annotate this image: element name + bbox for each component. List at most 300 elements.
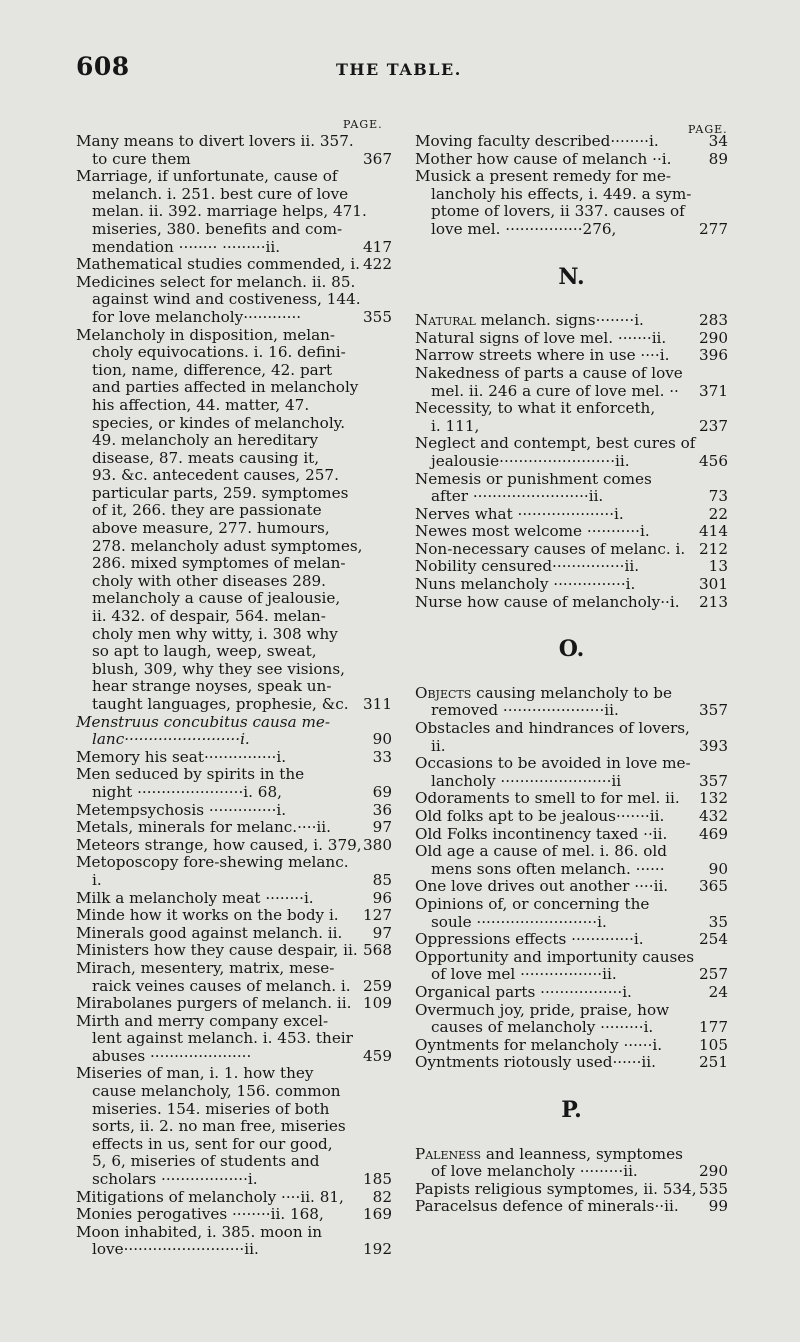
entry-text: Men seduced by spirits in the	[76, 765, 305, 784]
entry-line	[415, 1037, 728, 1055]
entry-text: Memory his seat···············i.	[76, 747, 287, 766]
page-reference: 109	[363, 994, 392, 1013]
index-entry	[415, 685, 728, 720]
entry-line	[415, 383, 728, 401]
page-reference: 393	[699, 736, 728, 755]
entry-text: after ························ii.	[431, 487, 604, 506]
entry-line	[415, 506, 728, 524]
entry-text: Monies perogatives ········ii. 168,	[76, 1205, 324, 1224]
right-page-label: PAGE.	[688, 123, 728, 136]
page-reference: 459	[363, 1046, 392, 1065]
page-reference: 367	[363, 149, 392, 168]
entry-text: Oppressions effects ·············i.	[415, 930, 644, 949]
entry-text: Metoposcopy fore-shewing melanc.	[76, 853, 349, 872]
entry-line	[76, 274, 392, 292]
entry-line	[415, 755, 728, 773]
entry-line	[76, 925, 392, 943]
index-entry	[76, 133, 392, 168]
index-entry	[76, 890, 392, 908]
page-reference: 213	[699, 592, 728, 611]
index-entry	[76, 995, 392, 1013]
index-entry	[415, 541, 728, 559]
page-reference: 432	[699, 807, 728, 825]
entry-text: of love mel ·················ii.	[431, 965, 617, 984]
section-letter: O.	[558, 636, 585, 663]
entry-text: abuses ·····················	[92, 1046, 252, 1065]
entry-text: species, or kindes of melancholy.	[92, 413, 346, 432]
entry-text: Milk a melancholy meat ········i.	[76, 888, 314, 907]
entry-line	[76, 379, 392, 397]
index-entry	[76, 907, 392, 925]
entry-text: Mitigations of melancholy ····ii. 81,	[76, 1187, 344, 1206]
entry-text: Ministers how they cause despair, ii.	[76, 941, 358, 960]
entry-line	[76, 168, 392, 186]
index-entry	[415, 1054, 728, 1072]
left-page-label: PAGE.	[343, 118, 383, 131]
section-letter: P.	[561, 1096, 582, 1123]
page-reference: 33	[372, 747, 392, 766]
index-entry	[415, 312, 728, 330]
index-entry	[76, 327, 392, 714]
entry-line	[76, 1118, 392, 1136]
index-entry	[415, 168, 728, 238]
page-reference: 568	[363, 941, 392, 960]
entry-text: Odoraments to smell to for mel. ii.	[415, 789, 680, 808]
entry-text: Medicines select for melanch. ii. 85.	[76, 272, 356, 291]
left-index-column	[76, 133, 392, 1259]
entry-line	[415, 949, 728, 967]
page-reference: 69	[372, 782, 392, 801]
index-entry	[76, 854, 392, 889]
entry-line	[76, 978, 392, 996]
entry-line	[76, 467, 392, 485]
index-entry	[76, 837, 392, 855]
entry-text: melancholy a cause of jealousie,	[92, 589, 341, 608]
entry-text: hear strange noyses, speak un-	[92, 677, 332, 696]
index-entry	[415, 720, 728, 755]
entry-text: Neglect and contempt, best cures of	[415, 434, 696, 453]
index-entry	[415, 506, 728, 524]
entry-line	[415, 576, 728, 594]
index-entry	[415, 1002, 728, 1037]
index-entry	[76, 819, 392, 837]
entry-line	[415, 1163, 728, 1181]
page-reference: 357	[699, 701, 728, 720]
entry-lead-word: Objects	[415, 683, 472, 702]
index-entry	[76, 1224, 392, 1259]
entry-line	[76, 1013, 392, 1031]
entry-text: Narrow streets where in use ····i.	[415, 346, 670, 365]
entry-text: Old Folks incontinency taxed ··ii.	[415, 824, 668, 843]
entry-text: 5, 6, miseries of students and	[92, 1152, 320, 1171]
entry-text: Minde how it works on the body i.	[76, 906, 339, 925]
entry-line	[415, 984, 728, 1002]
index-entry	[415, 790, 728, 808]
index-entry	[76, 749, 392, 767]
index-entry	[415, 151, 728, 169]
entry-text: Metempsychosis ··············i.	[76, 800, 287, 819]
entry-text: scholars ··················i.	[92, 1170, 258, 1189]
entry-text: ptome of lovers, ii 337. causes of	[431, 202, 685, 221]
entry-line	[76, 538, 392, 556]
entry-text: effects in us, sent for our good,	[92, 1134, 333, 1153]
entry-line	[76, 133, 392, 151]
entry-line	[76, 854, 392, 872]
entry-text: One love drives out another ····ii.	[415, 877, 669, 896]
entry-line	[76, 960, 392, 978]
page-reference: 251	[699, 1053, 728, 1072]
entry-line	[76, 291, 392, 309]
index-entry	[415, 896, 728, 931]
entry-text: Natural signs of love mel. ·······ii.	[415, 328, 667, 347]
index-entry	[415, 576, 728, 594]
entry-text: Mirabolanes purgers of melanch. ii.	[76, 994, 352, 1013]
page-reference: 85	[372, 870, 392, 889]
entry-line	[76, 995, 392, 1013]
entry-text: i.	[92, 870, 102, 889]
page-reference: 99	[708, 1197, 728, 1216]
entry-text: choly equivocations. i. 16. defini-	[92, 343, 346, 362]
entry-line	[415, 558, 728, 576]
entry-line	[76, 678, 392, 696]
entry-line	[415, 1019, 728, 1037]
entry-text: choly with other diseases 289.	[92, 571, 327, 590]
entry-line	[76, 696, 392, 714]
entry-line	[415, 221, 728, 239]
right-index-column	[415, 133, 728, 1216]
entry-line	[76, 749, 392, 767]
entry-lead-word: Paleness	[415, 1144, 482, 1163]
entry-line	[76, 1048, 392, 1066]
entry-line	[415, 720, 728, 738]
entry-line	[76, 397, 392, 415]
index-entry	[415, 808, 728, 826]
entry-text: Newes most welcome ···········i.	[415, 522, 650, 541]
page-reference: 380	[363, 835, 392, 854]
entry-text: Nemesis or punishment comes	[415, 469, 652, 488]
entry-text: night ······················i. 68,	[92, 782, 282, 801]
index-entry	[415, 1198, 728, 1216]
entry-text: Overmuch joy, pride, praise, how	[415, 1000, 670, 1019]
page-reference: 13	[708, 557, 728, 576]
page-reference: 90	[372, 730, 392, 749]
entry-line	[76, 1030, 392, 1048]
index-entry	[76, 925, 392, 943]
entry-line	[415, 843, 728, 861]
page-reference: 365	[699, 877, 728, 896]
entry-line	[76, 643, 392, 661]
entry-line	[76, 450, 392, 468]
running-title: THE TABLE.	[336, 60, 462, 79]
index-entry	[76, 1189, 392, 1207]
entry-line	[415, 1146, 728, 1164]
entry-text: Nuns melancholy ···············i.	[415, 575, 636, 594]
page-reference: 132	[699, 789, 728, 808]
entry-text: Menstruus concubitus causa me-	[76, 712, 331, 731]
entry-line	[76, 907, 392, 925]
entry-line	[76, 309, 392, 327]
entry-line	[415, 186, 728, 204]
index-entry	[76, 274, 392, 327]
index-entry	[415, 878, 728, 896]
entry-line	[415, 435, 728, 453]
entry-line	[415, 488, 728, 506]
entry-line	[415, 931, 728, 949]
entry-line	[76, 344, 392, 362]
index-entry	[415, 330, 728, 348]
page-reference: 127	[363, 906, 392, 925]
entry-line	[76, 256, 392, 274]
page-reference: 97	[372, 923, 392, 942]
entry-text: lancholy his effects, i. 449. a sym-	[431, 184, 692, 203]
page-reference: 169	[363, 1205, 392, 1224]
entry-line	[415, 523, 728, 541]
entry-text: love·························ii.	[92, 1240, 259, 1259]
entry-text: mel. ii. 246 a cure of love mel. ··	[431, 381, 679, 400]
entry-line	[76, 890, 392, 908]
page-reference: 290	[699, 328, 728, 347]
page-reference: 192	[363, 1240, 392, 1259]
entry-line	[76, 1224, 392, 1242]
entry-line	[415, 966, 728, 984]
entry-text: to cure them	[92, 149, 191, 168]
entry-text: melanch. i. 251. best cure of love	[92, 184, 349, 203]
entry-text: Nakedness of parts a cause of love	[415, 363, 683, 382]
entry-text: miseries. 154. miseries of both	[92, 1099, 330, 1118]
index-entry	[415, 1146, 728, 1181]
entry-text: Mother how cause of melanch ··i.	[415, 149, 672, 168]
index-entry	[76, 802, 392, 820]
page-reference: 35	[708, 912, 728, 931]
entry-lead-word: Natural	[415, 311, 476, 330]
entry-text: mens sons often melanch. ······	[431, 859, 665, 878]
entry-text: 93. &c. antecedent causes, 257.	[92, 466, 339, 485]
entry-text: Oyntments riotously used······ii.	[415, 1053, 656, 1072]
index-entry	[415, 594, 728, 612]
entry-line	[415, 878, 728, 896]
entry-line	[415, 773, 728, 791]
page-reference: 414	[699, 522, 728, 541]
page-reference: 254	[699, 930, 728, 949]
entry-text: Non-necessary causes of melanc. i.	[415, 539, 686, 558]
entry-text: Papists religious symptomes, ii. 534,	[415, 1179, 697, 1198]
entry-text: soule ·························i.	[431, 912, 607, 931]
entry-text: Miseries of man, i. 1. how they	[76, 1064, 314, 1083]
page-reference: 177	[699, 1018, 728, 1037]
index-entry	[76, 766, 392, 801]
entry-text: 49. melancholy an hereditary	[92, 431, 319, 450]
entry-text: taught languages, prophesie, &c.	[92, 695, 349, 713]
page-reference: 90	[708, 859, 728, 878]
section-letter: N.	[558, 263, 585, 290]
entry-line	[76, 203, 392, 221]
page-reference: 469	[699, 824, 728, 843]
index-entry	[76, 1206, 392, 1224]
entry-line	[76, 714, 392, 732]
entry-line	[415, 400, 728, 418]
entry-line	[76, 1241, 392, 1259]
page-reference: 355	[363, 307, 392, 326]
entry-line	[76, 520, 392, 538]
entry-text: Oyntments for melancholy ······i.	[415, 1035, 663, 1054]
entry-line	[76, 1189, 392, 1207]
entry-text: above measure, 277. humours,	[92, 519, 330, 538]
page-reference: 82	[372, 1187, 392, 1206]
entry-line	[76, 1083, 392, 1101]
entry-text: Melancholy in disposition, melan-	[76, 325, 336, 344]
index-entry	[415, 826, 728, 844]
entry-line	[76, 590, 392, 608]
entry-text: so apt to laugh, weep, sweat,	[92, 642, 317, 661]
entry-text: Moon inhabited, i. 385. moon in	[76, 1222, 323, 1241]
entry-line	[76, 784, 392, 802]
entry-line	[415, 1181, 728, 1199]
entry-line	[76, 415, 392, 433]
entry-text: melan. ii. 392. marriage helps, 471.	[92, 202, 367, 221]
page-number: 608	[76, 52, 130, 81]
entry-text: Occasions to be avoided in love me-	[415, 754, 691, 773]
entry-text: choly men why witty, i. 308 why	[92, 624, 338, 643]
entry-line	[415, 151, 728, 169]
entry-text: Meteors strange, how caused, i. 379,	[76, 835, 362, 854]
entry-line	[76, 802, 392, 820]
entry-text: raick veines causes of melanch. i.	[92, 976, 351, 995]
index-entry	[76, 1065, 392, 1188]
entry-text: removed ·····················ii.	[431, 701, 619, 720]
entry-text: sorts, ii. 2. no man free, miseries	[92, 1117, 346, 1136]
entry-line	[415, 1002, 728, 1020]
index-entry	[76, 1013, 392, 1066]
entry-line	[415, 365, 728, 383]
entry-text: particular parts, 259. symptomes	[92, 483, 349, 502]
entry-line	[76, 186, 392, 204]
page-reference: 396	[699, 346, 728, 365]
index-entry	[415, 471, 728, 506]
entry-line	[76, 1065, 392, 1083]
entry-line	[76, 362, 392, 380]
page-reference: 89	[708, 149, 728, 168]
entry-line	[415, 1198, 728, 1216]
entry-text: blush, 309, why they see visions,	[92, 659, 345, 678]
page-reference: 237	[699, 416, 728, 435]
entry-text: of love melancholy ·········ii.	[431, 1162, 638, 1181]
entry-text: i. 111,	[431, 416, 480, 435]
page-reference: 371	[699, 381, 728, 400]
index-entry	[415, 558, 728, 576]
index-entry	[415, 1181, 728, 1199]
entry-text: and leanness, symptomes	[481, 1144, 683, 1163]
entry-line	[76, 1171, 392, 1189]
index-entry	[415, 400, 728, 435]
entry-line	[415, 685, 728, 703]
entry-line	[415, 312, 728, 330]
entry-text: ii. 432. of despair, 564. melan-	[92, 607, 326, 626]
page-reference: 417	[363, 237, 392, 256]
entry-line	[415, 133, 728, 151]
entry-line	[415, 330, 728, 348]
page-reference: 456	[699, 451, 728, 470]
page-reference: 36	[372, 800, 392, 819]
entry-line	[415, 861, 728, 879]
entry-line	[415, 896, 728, 914]
entry-line	[76, 555, 392, 573]
page-reference: 283	[699, 311, 728, 330]
page-reference: 185	[363, 1170, 392, 1189]
index-entry	[76, 942, 392, 960]
entry-text: for love melancholy············	[92, 307, 302, 326]
entry-text: his affection, 44. matter, 47.	[92, 395, 310, 414]
entry-text: Organical parts ·················i.	[415, 982, 632, 1001]
page-reference: 535	[699, 1179, 728, 1198]
entry-text: Metals, minerals for melanc.····ii.	[76, 818, 331, 837]
entry-text: Old age a cause of mel. i. 86. old	[415, 842, 667, 861]
page-reference: 97	[372, 818, 392, 837]
entry-line	[415, 808, 728, 826]
entry-line	[415, 702, 728, 720]
entry-text: lanc························i.	[92, 730, 250, 749]
entry-text: of it, 266. they are passionate	[92, 501, 322, 520]
entry-text: mendation ········ ·········ii.	[92, 237, 281, 256]
entry-text: Moving faculty described········i.	[415, 132, 659, 150]
entry-line	[76, 221, 392, 239]
entry-text: Old folks apt to be jealous·······ii.	[415, 807, 665, 825]
entry-text: tion, name, difference, 42. part	[92, 360, 333, 379]
page-reference: 259	[363, 976, 392, 995]
entry-line	[415, 347, 728, 365]
index-entry	[415, 1037, 728, 1055]
entry-line	[76, 573, 392, 591]
entry-text: Mathematical studies commended, i.	[76, 255, 361, 274]
index-entry	[76, 256, 392, 274]
entry-text: miseries, 380. benefits and com-	[92, 219, 343, 238]
index-entry	[415, 133, 728, 151]
entry-line	[415, 168, 728, 186]
entry-line	[415, 914, 728, 932]
entry-text: Minerals good against melanch. ii.	[76, 923, 343, 942]
entry-line	[415, 453, 728, 471]
page-reference: 22	[708, 504, 728, 523]
entry-line	[415, 826, 728, 844]
index-entry	[415, 755, 728, 790]
page-reference: 257	[699, 965, 728, 984]
entry-text: Opinions of, or concerning the	[415, 894, 650, 913]
page-reference: 290	[699, 1162, 728, 1181]
entry-text: causes of melancholy ·········i.	[431, 1018, 654, 1037]
page-reference: 96	[372, 888, 392, 907]
entry-text: lancholy ·······················ii	[431, 771, 622, 790]
page-reference: 277	[699, 219, 728, 238]
entry-line	[76, 1136, 392, 1154]
entry-line	[76, 327, 392, 345]
index-entry	[415, 435, 728, 470]
index-entry	[415, 949, 728, 984]
entry-text: ii.	[431, 736, 446, 755]
entry-line	[415, 790, 728, 808]
index-entry	[415, 843, 728, 878]
entry-line	[76, 766, 392, 784]
page-reference: 311	[363, 695, 392, 713]
entry-text: love mel. ················276,	[431, 219, 617, 238]
entry-line	[415, 418, 728, 436]
entry-line	[76, 151, 392, 169]
index-entry	[415, 365, 728, 400]
entry-line	[76, 731, 392, 749]
entry-text: Nurse how cause of melancholy··i.	[415, 592, 680, 611]
entry-line	[76, 942, 392, 960]
entry-line	[76, 485, 392, 503]
entry-text: Opportunity and importunity causes	[415, 947, 695, 966]
entry-line	[76, 239, 392, 257]
